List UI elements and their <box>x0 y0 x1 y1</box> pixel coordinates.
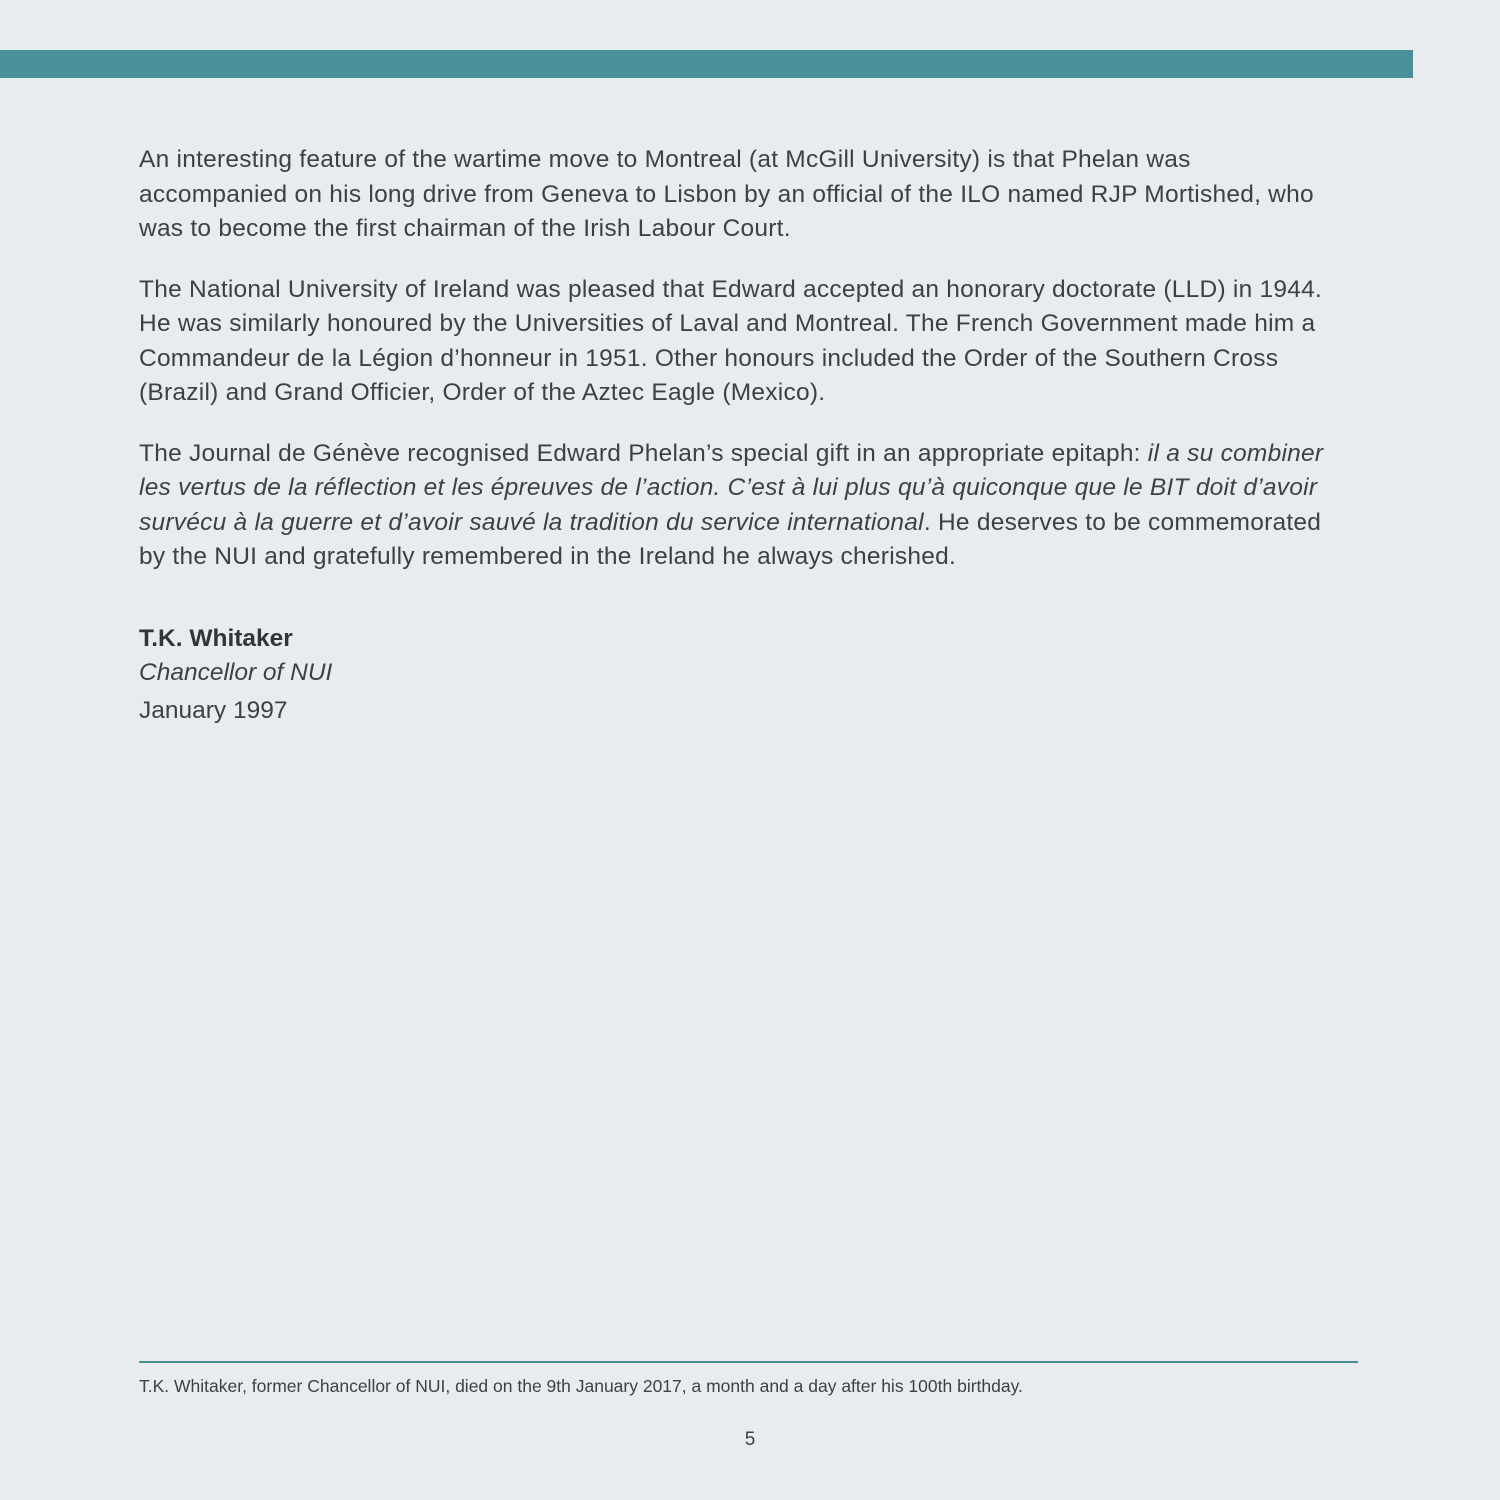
signatory-name: T.K. Whitaker <box>139 625 293 652</box>
paragraph-honours: The National University of Ireland was pleased that Edward accepted an honorary doctorate (LLD) in 1944. He was similarly honoured by the Universities of Laval and Montreal. The French Government made him a Commandeur de la Légion d’honneur in 1951. Other honours included the Order of the Southern Cross (Brazil) and Grand Officier, Order of the Aztec Eagle (Mexico). <box>139 275 1323 406</box>
epitaph-tail-text: . He deserves to be commemorated by the NUI and gratefully remembered in the Ireland he always cherished. <box>139 508 1322 570</box>
signature-block <box>139 622 739 728</box>
page-number: 5 <box>744 1429 756 1450</box>
body-content <box>139 143 1335 575</box>
paragraph-epitaph <box>139 437 1335 575</box>
epitaph-french-quote: il a su combiner les vertus de la réflection et les épreuves de l’action. C’est à lui plus qu’à quiconque que le BIT doit d’avoir survécu à la guerre et d’avoir sauvé la tradition du service international <box>139 439 1324 536</box>
paragraph-wartime-move: An interesting feature of the wartime move to Montreal (at McGill University) is that Phelan was accompanied on his long drive from Geneva to Lisbon by an official of the ILO named RJP Mortished, who was to become the first chairman of the Irish Labour Court. <box>139 146 1314 242</box>
footnote: T.K. Whitaker, former Chancellor of NUI, died on the 9th January 2017, a month and a day after his 100th birthday. <box>139 1376 1023 1396</box>
signature-date: January 1997 <box>139 697 288 724</box>
epitaph-lead-text: The Journal de Génève recognised Edward Phelan’s special gift in an appropriate epitaph: <box>139 439 1148 467</box>
header-accent-bar <box>0 50 1413 78</box>
signatory-role: Chancellor of NUI <box>139 659 333 686</box>
footnote-divider <box>139 1361 1358 1363</box>
